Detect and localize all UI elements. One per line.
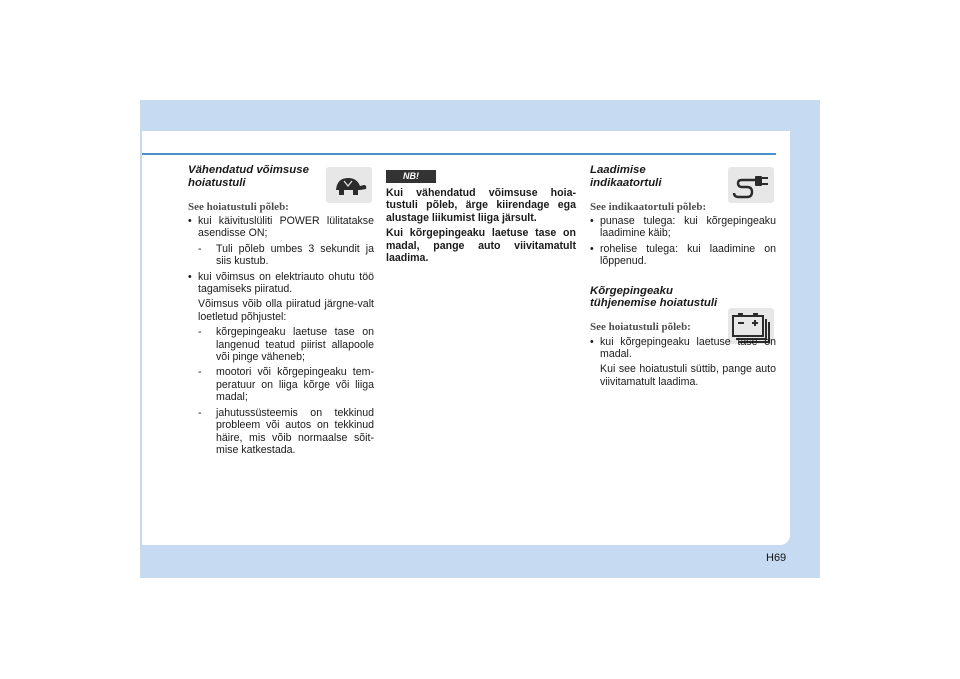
column-left bbox=[188, 164, 374, 459]
column-right bbox=[590, 164, 776, 391]
list-item: - kõrgepingeaku laetuse tase on langenud teatud piirist allapoole või pinge väheneb; bbox=[198, 326, 374, 363]
paragraph: Kui see hoiatustuli süttib, pange auto viivitamatult laadima. bbox=[600, 363, 776, 388]
nb-badge: NB! bbox=[386, 170, 436, 183]
list-item: • kui kõrgepingeaku laetuse tase on madal. bbox=[590, 336, 776, 361]
list-item: • kui võimsus on elektriauto ohutu töö tagamiseks piiratud. bbox=[188, 271, 374, 296]
battery-warning-heading: Kõrgepingeaku tühjenemise hoiatustuli bbox=[590, 284, 718, 310]
list-item: - jahutussüsteemis on tekkinud probleem või autos on tekkinud häire, mis võib normaalse sõit-mise katkestada. bbox=[198, 407, 374, 457]
header-rule bbox=[142, 153, 776, 155]
page-number: H69 bbox=[766, 552, 787, 564]
reduced-power-heading: Vähendatud võimsuse hoiatustuli bbox=[188, 164, 309, 189]
battery-warning-subheading: See hoiatustuli põleb: bbox=[590, 321, 691, 334]
list-item: • rohelise tulega: kui laadimine on lõppenud. bbox=[590, 243, 776, 268]
list-item: - Tuli põleb umbes 3 sekundit ja siis kustub. bbox=[198, 243, 374, 268]
warning-paragraph: Kui kõrgepingeaku laetuse tase on madal, pange auto viivitamatult laadima. bbox=[386, 227, 576, 265]
paragraph: Võimsus võib olla piiratud järgne-valt loetletud põhjustel: bbox=[198, 298, 374, 323]
charging-indicator-subheading: See indikaatortuli põleb: bbox=[590, 200, 707, 213]
list-item: • kui käivituslüliti POWER lülitatakse asendisse ON; bbox=[188, 215, 374, 240]
charging-indicator-heading: Laadimise indikaatortuli bbox=[590, 164, 662, 189]
list-item: • punase tulega: kui kõrgepingeaku laadimine käib; bbox=[590, 215, 776, 240]
reduced-power-subheading: See hoiatustuli põleb: bbox=[188, 200, 289, 213]
warning-paragraph: Kui vähendatud võimsuse hoia-tustuli põleb, ärge kiirendage ega alustage liikumist liiga järsult. bbox=[386, 187, 576, 224]
column-middle bbox=[386, 170, 576, 267]
list-item: - mootori või kõrgepingeaku tem-peratuur on liiga kõrge või liiga madal; bbox=[198, 366, 374, 403]
